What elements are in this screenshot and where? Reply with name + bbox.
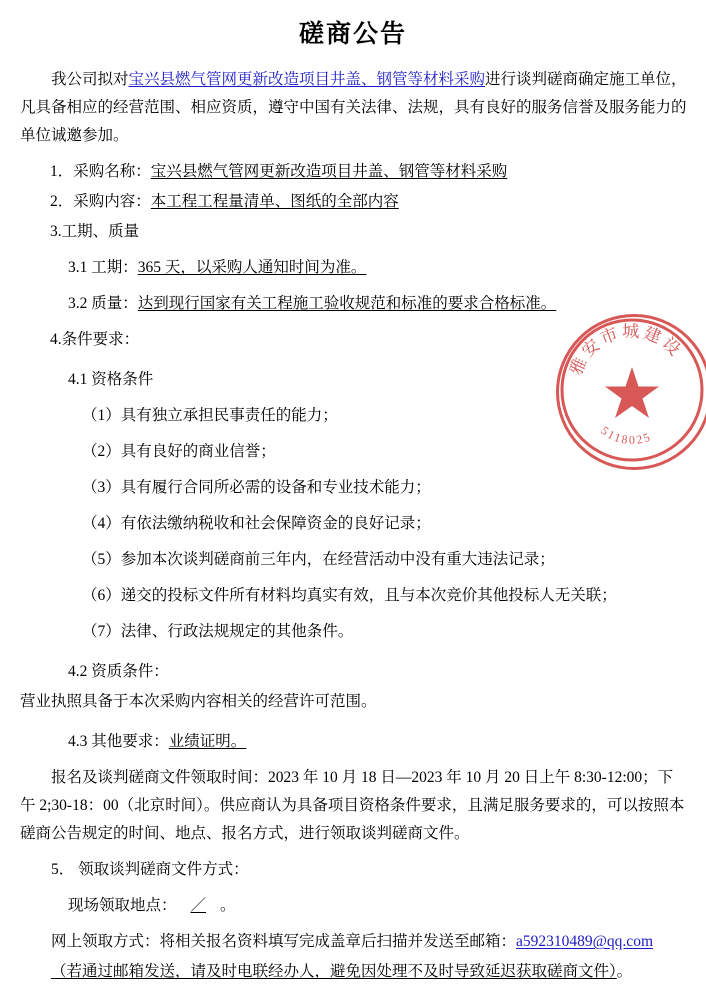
section-43-title: 4.3 其他要求： (68, 733, 169, 750)
section-5-title: 5． 领取谈判磋商文件方式： (51, 861, 249, 878)
subitem-32-no: 3.2 (68, 295, 88, 312)
spacer (20, 718, 688, 728)
item-1-no: 1． (50, 163, 74, 180)
item-2-value: 本工程工程量清单、图纸的全部内容 (150, 193, 399, 210)
email-link[interactable]: a592310489@qq.com (516, 933, 653, 950)
spacer (20, 356, 688, 366)
item-3-label: 工期、质量 (61, 223, 140, 240)
subitem-31-value: 365 天，以采购人通知时间为准。 (137, 259, 367, 276)
section-42-body: 营业执照具备于本次采购内容相关的经营许可范围。 (20, 693, 377, 710)
note-line (20, 958, 688, 986)
item-purchase-name (20, 158, 688, 186)
spacer (20, 648, 688, 658)
item-2-no: 2． (50, 193, 74, 210)
page-title: 磋商公告 (298, 21, 407, 48)
qualification-item: （5）参加本次谈判磋商前三年内，在经营活动中没有重大违法记录； (82, 551, 555, 568)
subitem-31-label: 工期： (91, 259, 138, 276)
qualification-item: （7）法律、行政法规规定的其他条件。 (82, 623, 354, 640)
section-42-title: 4.2 资质条件： (68, 663, 169, 680)
onsite-pickup-tail: 。 (220, 897, 236, 914)
subitem-32-label: 质量： (91, 295, 138, 312)
document-page (0, 14, 706, 980)
section-43-value: 业绩证明。 (168, 733, 247, 750)
subitem-32-value: 达到现行国家有关工程施工验收规范和标准的要求合格标准。 (137, 295, 557, 312)
qualification-item: （2）具有良好的商业信誉； (82, 443, 276, 460)
qualification-item: （1）具有独立承担民事责任的能力； (82, 407, 338, 424)
intro-project-link[interactable]: 宝兴县燃气管网更新改造项目井盖、钢管等材料采购 (128, 71, 486, 88)
svg-text:雅安市城建设: 雅安市城建设 (566, 321, 687, 379)
section-4-title: 4.条件要求： (50, 331, 140, 348)
section-41-title: 4.1 资格条件 (68, 371, 154, 388)
svg-text:5118025: 5118025 (598, 423, 654, 448)
document-body (0, 66, 706, 986)
onsite-pickup-label: 现场领取地点： (68, 897, 177, 914)
intro-paragraph (20, 66, 688, 150)
item-1-label: 采购名称： (73, 163, 151, 180)
item-1-value: 宝兴县燃气管网更新改造项目井盖、钢管等材料采购 (150, 163, 508, 180)
online-pickup-body: 将相关报名资料填写完成盖章后扫描并发送至邮箱： (159, 933, 517, 950)
qualification-item: （3）具有履行合同所必需的设备和专业技术能力； (82, 479, 431, 496)
item-duration-quality (20, 218, 688, 246)
note-tail: 。 (616, 963, 633, 980)
item-purchase-content (20, 188, 688, 216)
signup-paragraph: 报名及谈判磋商文件领取时间：2023 年 10 月 18 日—2023 年 10 月 20 日上午 8:30-12:00；下午 2;30-18：00（北京时间）。供应商认为具备项目资格条件要求，且满足服务要求的，可以按照本磋商公告规定的时间、地点、报名方式，进行领取谈判磋商文件。 (20, 769, 685, 842)
subitem-31-no: 3.1 (68, 259, 88, 276)
item-3-no: 3. (50, 223, 62, 240)
qualification-item: （4）有依法缴纳税收和社会保障资金的良好记录； (82, 515, 431, 532)
note-text: （若通过邮箱发送，请及时电联经办人，避免因处理不及时导致延迟获取磋商文件） (51, 963, 617, 980)
qualification-item: （6）递交的投标文件所有材料均真实有效，且与本次竞价其他投标人无关联； (82, 587, 617, 604)
subitem-duration (20, 254, 688, 282)
section-43 (20, 728, 688, 756)
online-pickup-label: 网上领取方式： (51, 933, 160, 950)
subitem-quality (20, 290, 688, 318)
onsite-pickup-value: ／ (190, 897, 207, 914)
online-pickup-line (20, 928, 688, 956)
intro-prefix: 我公司拟对 (51, 71, 129, 88)
intro-suffix: 进行谈判磋商确定施工单位，凡具备相应的经营范围、相应资质，遵守中国有关法律、法规，具有良好的服务信誉及服务能力的单位诚邀参加。 (20, 71, 687, 144)
onsite-pickup-line (20, 892, 688, 920)
item-2-label: 采购内容： (73, 193, 151, 210)
